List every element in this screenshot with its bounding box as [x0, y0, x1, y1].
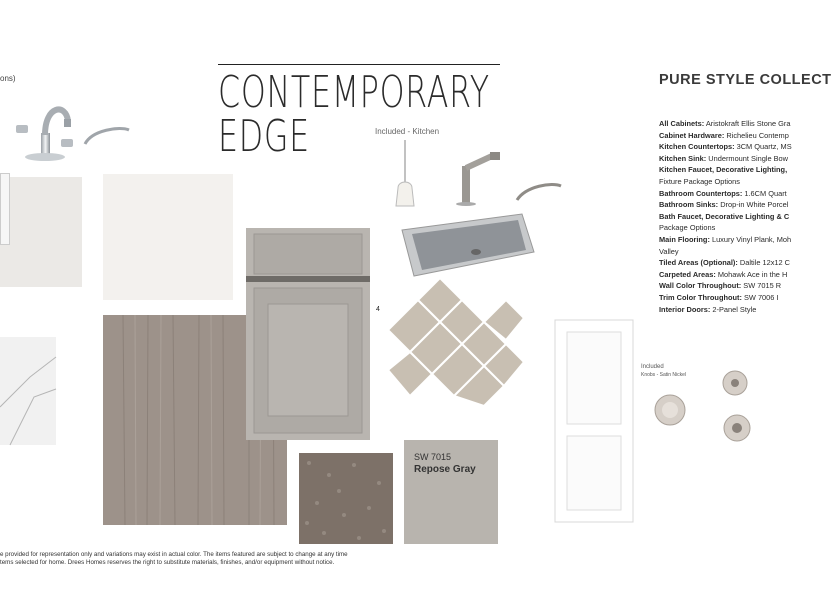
spec-value: Daltile 12x12 C [737, 258, 791, 268]
spec-item [659, 257, 809, 269]
spec-label: Trim Color Throughout: [659, 292, 742, 302]
spec-value: 3CM Quartz, MS [734, 142, 792, 152]
spec-value: Fixture Package Options [659, 176, 740, 186]
spec-label: Bathroom Sinks: [659, 200, 719, 210]
spec-item [659, 188, 809, 200]
bath-cabinet-pull-image [82, 124, 132, 148]
spec-value: Luxury Vinyl Plank, Moh Valley [659, 234, 792, 256]
spec-value: Aristokraft Ellis Stone Gra [704, 119, 791, 128]
interior-door-image [555, 320, 633, 522]
partial-sample-edge [0, 173, 10, 245]
spec-item [659, 130, 809, 142]
spec-label: Cabinet Hardware: [659, 130, 725, 140]
spec-label: Kitchen Faucet, Decorative Lighting, [659, 165, 788, 175]
spec-label: Kitchen Sink: [659, 153, 707, 163]
kitchen-faucet-image [452, 148, 506, 206]
spec-value: 1.6CM Quart [742, 188, 787, 198]
spec-value: Mohawk Ace in the H [715, 269, 788, 279]
included-kitchen-label: Included - Kitchen [375, 127, 440, 136]
disclaimer [0, 551, 348, 567]
disclaimer-line1: e provided for representation only and variations may exist in actual color. The items featured are subject to change at any time [0, 551, 348, 558]
spec-label: Carpeted Areas: [659, 269, 716, 279]
bath-countertop-swatch [0, 177, 82, 287]
page-title-line2: EDGE [218, 111, 310, 162]
door-hardware-sublabel: Knobs - Satin Nickel [641, 372, 687, 378]
paint-chip [404, 440, 498, 544]
kitchen-countertop-swatch [103, 174, 233, 300]
spec-item [659, 199, 809, 211]
collection-name: PURE STYLE COLLECT [659, 72, 832, 88]
spec-item [659, 304, 809, 316]
bathroom-faucet-image [14, 95, 76, 163]
disclaimer-line2: tems selected for home. Drees Homes reserves the right to substitute materials, finishes, and/or equipment without notice. [0, 559, 335, 566]
carpet-swatch [299, 453, 393, 544]
spec-value: 2-Panel Style [710, 304, 757, 314]
spec-item [659, 280, 809, 292]
spec-label: Bath Faucet, Decorative Lighting & C [659, 211, 790, 221]
paint-chip-name: Repose Gray [414, 464, 476, 475]
spec-value: SW 7015 R [741, 281, 782, 291]
door-knobs-image [652, 365, 762, 445]
spec-label: Wall Color Throughout: [659, 281, 742, 291]
spec-item [659, 234, 809, 257]
spec-label: Tiled Areas (Optional): [659, 258, 738, 268]
tile-swatch [388, 290, 524, 406]
spec-item [659, 164, 809, 187]
spec-value: SW 7006 I [741, 292, 779, 302]
spec-list [659, 118, 809, 315]
spec-label: All Cabinets: [659, 119, 705, 128]
spec-label: Bathroom Countertops: [659, 188, 743, 198]
spec-label: Interior Doors: [659, 304, 711, 314]
spec-item [659, 269, 809, 281]
spec-value: Undermount Single Bow [706, 153, 788, 163]
spec-value: Package Options [659, 223, 716, 233]
spec-label: Main Flooring: [659, 234, 710, 244]
spec-value: Drop-in White Porcel [718, 200, 789, 210]
spec-item [659, 141, 809, 153]
spec-label: Kitchen Countertops: [659, 142, 735, 152]
partial-left-text: ons) [0, 74, 16, 83]
kitchen-cabinet-pull-image [514, 178, 564, 204]
paint-chip-code: SW 7015 [414, 452, 452, 462]
kitchen-sink-image [398, 212, 536, 280]
cabinet-door-sample [246, 228, 370, 440]
spec-item [659, 118, 809, 130]
spec-item [659, 292, 809, 304]
collection-title-block [218, 64, 500, 162]
cabinet-number: 4 [376, 306, 380, 313]
spec-value: Richelieu Contemp [724, 130, 789, 140]
marble-tile-swatch [0, 337, 56, 445]
spec-item [659, 153, 809, 165]
page-title-line1: CONTEMPORARY [218, 67, 490, 118]
spec-item [659, 211, 809, 234]
door-hardware-label: Included [641, 364, 664, 370]
pendant-light-image [392, 140, 418, 210]
